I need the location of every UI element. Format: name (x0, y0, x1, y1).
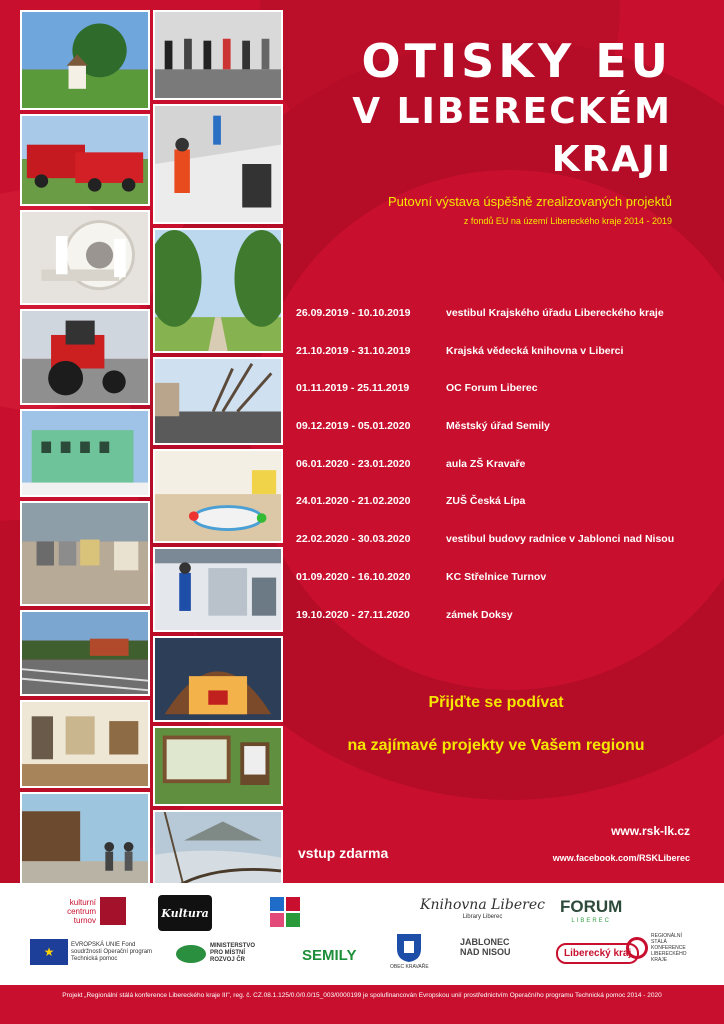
schedule-row (296, 495, 696, 533)
schedule-place: Městský úřad Semily (446, 420, 550, 433)
schedule-place: Krajská vědecká knihovna v Liberci (446, 344, 624, 357)
logo-kultura (158, 895, 212, 931)
logo-semily-text: SEMILY (302, 947, 357, 964)
logo-forum-text: FORUM (560, 897, 623, 916)
kravare-crest-icon (396, 933, 422, 963)
schedule-date: 19.10.2020 - 27.11.2020 (296, 608, 410, 621)
photo-laboratory (153, 547, 283, 632)
subtitle: Putovní výstava úspěšně zrealizovaných projektů (388, 194, 672, 209)
logo-rsk (626, 933, 699, 963)
invite-line-2: na zajímavé projekty ve Vašem regionu (347, 737, 645, 754)
footer-note: Projekt „Regionální stálá konference Libereckého kraje III", reg. č. CZ.08.1.125/0.0/0.0/15_003/0000199 je spolufinancován Evropskou unií prostřednictvím Operačního programu Technická pomoc 2014 - 2020 (62, 992, 662, 999)
logo-forum (560, 897, 622, 926)
schedule-date: 01.09.2020 - 16.10.2020 (296, 570, 411, 583)
subsubtitle: z fondů EU na území Libereckého kraje 2014 - 2019 (463, 216, 672, 226)
photo-concert-stage (153, 10, 283, 100)
photo-green-building (20, 409, 150, 497)
photo-tree-alley (153, 228, 283, 353)
schedule-place: vestibul budovy radnice v Jablonci nad Nisou (446, 533, 675, 546)
schedule-row (296, 382, 696, 420)
schedule-row (296, 571, 696, 609)
schedule-row (296, 420, 696, 458)
title-line-3: KRAJI (551, 139, 672, 180)
logo-eu (30, 939, 157, 965)
schedule-date: 24.01.2020 - 21.02.2020 (296, 495, 411, 508)
logo-kravare (390, 933, 429, 972)
schedule-row (296, 609, 696, 647)
kct-mark-icon (100, 897, 126, 925)
photo-chapel (20, 10, 150, 110)
logo-mmr (176, 943, 262, 964)
schedule-place: vestibul Krajského úřadu Libereckého kraje (446, 307, 664, 319)
photo-fire-trucks (20, 114, 150, 206)
logo-forum-sub: LIBEREC (571, 918, 611, 924)
logo-jablonec (460, 937, 520, 957)
schedule-row (296, 533, 696, 571)
facebook-link[interactable]: www.facebook.com/RSKLiberec (552, 853, 690, 863)
schedule-place: zámek Doksy (446, 608, 513, 621)
logo-mmr-text: MINISTERSTVO PRO MÍSTNÍ ROZVOJ ČR (210, 943, 256, 963)
logo-kultura-text: Kultura (161, 906, 209, 920)
photo-tractor (20, 309, 150, 405)
logo-knihovna (420, 897, 545, 922)
logo-rsk-text: REGIONÁLNÍ STÁLÁ KONFERENCE LIBERECKÉHO KRAJE (651, 933, 687, 963)
logo-kravare-museum (268, 895, 302, 935)
invite-line-1: Přijďte se podívat (428, 694, 564, 711)
schedule-date: 01.11.2019 - 25.11.2019 (296, 382, 410, 395)
free-entry: vstup zdarma (298, 845, 389, 861)
schedule-date: 21.10.2019 - 31.10.2019 (296, 344, 411, 357)
eu-flag-icon: ★ (30, 939, 68, 965)
logo-eu-text: EVROPSKÁ UNIE Fond soudržnosti Operační program Technická pomoc (71, 941, 153, 962)
photo-playroom (153, 449, 283, 543)
logo-semily (302, 947, 356, 964)
schedule-place: KC Střelnice Turnov (446, 570, 547, 583)
schedule-row (296, 307, 696, 345)
photo-terrace-people (20, 792, 150, 890)
logo-lk-text: Liberecký kraj (556, 943, 639, 964)
logo-knihovna-sub: Library Liberec (462, 914, 503, 920)
photo-railway (20, 610, 150, 696)
exhibition-schedule (296, 307, 696, 646)
mmr-mark-icon (176, 945, 206, 963)
title-line-1: OTISKY EU (361, 34, 672, 88)
logo-jablonec-text: JABLONEC NAD NISOU (460, 937, 511, 957)
schedule-date: 22.02.2020 - 30.03.2020 (296, 533, 411, 546)
schedule-place: OC Forum Liberec (446, 382, 538, 395)
schedule-row (296, 345, 696, 383)
photo-lake-shore (153, 810, 283, 890)
partner-logos (0, 883, 724, 985)
schedule-row (296, 458, 696, 496)
photo-climbing-gallery (153, 104, 283, 224)
rsk-mark-icon (626, 937, 648, 959)
schedule-date: 09.12.2019 - 05.01.2020 (296, 420, 411, 433)
museum-mark-icon (268, 895, 302, 935)
photo-info-board (153, 726, 283, 806)
schedule-date: 26.09.2019 - 10.10.2019 (296, 307, 411, 319)
photo-hospital-mri (20, 210, 150, 305)
logo-kravare-text: OBEC KRAVAŘE (390, 964, 429, 970)
logo-kct-text: kulturní centrum turnov (67, 897, 96, 925)
photo-street (153, 357, 283, 445)
photo-museum-interior (20, 700, 150, 788)
logo-kct (64, 897, 126, 925)
main-title (352, 34, 672, 184)
photo-fire-station (153, 636, 283, 722)
schedule-date: 06.01.2020 - 23.01.2020 (296, 457, 411, 470)
title-line-2: V LIBERECKÉM (352, 91, 672, 132)
schedule-place: ZUŠ Česká Lípa (446, 495, 526, 508)
schedule-place: aula ZŠ Kravaře (446, 457, 526, 470)
website-link[interactable]: www.rsk-lk.cz (611, 824, 690, 838)
photo-bins (20, 501, 150, 606)
logo-knihovna-text: Knihovna Liberec (420, 897, 545, 913)
